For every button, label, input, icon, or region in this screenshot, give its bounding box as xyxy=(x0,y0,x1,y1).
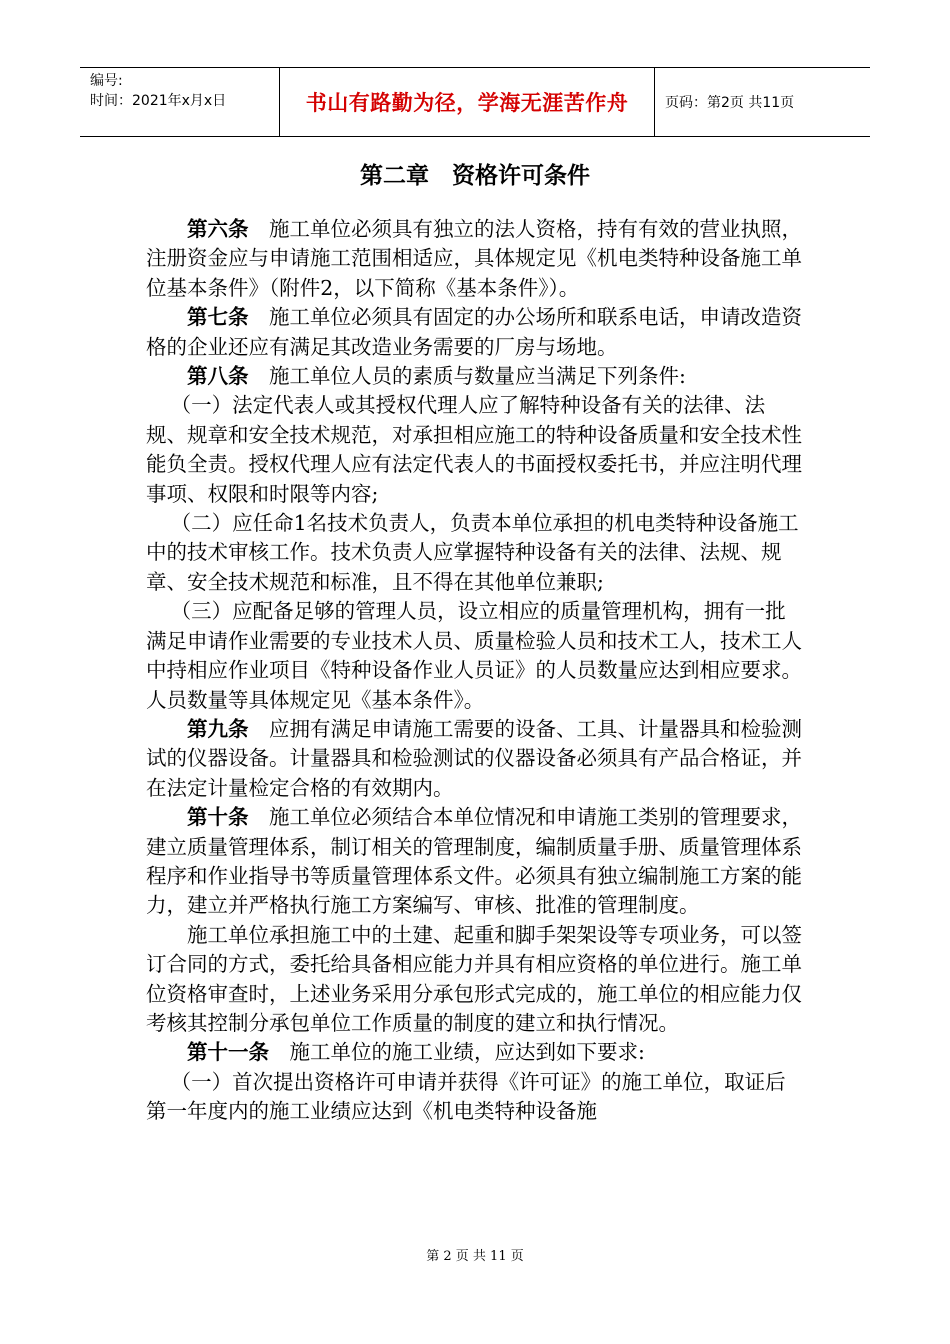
paragraph-text: 施工单位承担施工中的土建、起重和脚手架架设等专项业务，可以签订合同的方式，委托给具备相应能力并具有相应资格的单位进行。施工单位资格审查时，上述业务采用分承包形式完成的，施工单位的相应能力仅考核其控制分承包单位工作质量的制度的建立和执行情况。 xyxy=(146,922,802,1035)
header-meta xyxy=(80,68,280,136)
chapter-title: 第二章 资格许可条件 xyxy=(360,162,590,189)
article-heading: 第十一条 xyxy=(187,1040,269,1065)
item-text: （二）应任命1名技术负责人，负责本单位承担的机电类特种设备施工中的技术审核工作。技术负责人应掌握特种设备有关的法律、法规、规章、安全技术规范和标准，且不得在其他单位兼职; xyxy=(146,511,799,594)
article-text: 施工单位必须具有独立的法人资格，持有有效的营业执照，注册资金应与申请施工范围相适应，具体规定见《机电类特种设备施工单位基本条件》（附件2，以下简称《基本条件》）。 xyxy=(146,217,802,300)
header-motto: 书山有路勤为径，学海无涯苦作舟 xyxy=(305,90,629,115)
article-heading: 第六条 xyxy=(187,217,249,241)
article-text: 施工单位人员的素质与数量应当满足下列条件: xyxy=(248,364,686,389)
header-motto-cell xyxy=(280,68,655,136)
article-text: 施工单位必须结合本单位情况和申请施工类别的管理要求，建立质量管理体系，制订相关的管理制度，编制质量手册、质量管理体系程序和作业指导书等质量管理体系文件。必须具有独立编制施工方案的能力，建立并严格执行施工方案编写、审核、批准的管理制度。 xyxy=(146,805,802,918)
article-11 xyxy=(146,1038,806,1067)
article-7 xyxy=(146,303,806,362)
article-text: 应拥有满足申请施工需要的设备、工具、计量器具和检验测试的仪器设备。计量器具和检验测试的仪器设备必须具有产品合格证，并在法定计量检定合格的有效期内。 xyxy=(146,716,802,800)
article-8-item-1 xyxy=(146,391,806,509)
article-heading: 第七条 xyxy=(187,305,249,330)
header-page-info: 页码：第2页 共11页 xyxy=(665,95,795,111)
page-header xyxy=(80,67,870,137)
document-body xyxy=(146,215,806,1127)
article-heading: 第八条 xyxy=(187,364,249,389)
article-8 xyxy=(146,362,806,391)
article-10-continuation xyxy=(146,921,806,1039)
article-heading: 第十条 xyxy=(187,805,249,830)
article-6 xyxy=(146,215,806,303)
document-number-label: 编号: xyxy=(90,73,123,89)
article-8-item-2 xyxy=(146,509,806,597)
article-text: 施工单位的施工业绩，应达到如下要求: xyxy=(269,1040,645,1065)
article-heading: 第九条 xyxy=(187,716,249,741)
item-text: （一）首次提出资格许可申请并获得《许可证》的施工单位，取证后第一年度内的施工业绩应达到《机电类特种设备施 xyxy=(146,1069,786,1124)
page-footer: 第 2 页 共 11 页 xyxy=(426,1249,524,1264)
article-11-item-1 xyxy=(146,1068,806,1127)
document-time: 时间：2021年x月x日 xyxy=(90,93,227,109)
article-9 xyxy=(146,715,806,803)
item-text: （一）法定代表人或其授权代理人应了解特种设备有关的法律、法规、规章和安全技术规范，对承担相应施工的特种设备质量和安全技术性能负全责。授权代理人应有法定代表人的书面授权委托书，并应注明代理事项、权限和时限等内容; xyxy=(146,393,802,506)
article-8-item-3 xyxy=(146,597,806,715)
item-text: （三）应配备足够的管理人员，设立相应的质量管理机构，拥有一批满足申请作业需要的专业技术人员、质量检验人员和技术工人，技术工人中持相应作业项目《特种设备作业人员证》的人员数量应达到相应要求。人员数量等具体规定见《基本条件》。 xyxy=(146,599,802,712)
article-10 xyxy=(146,803,806,921)
article-text: 施工单位必须具有固定的办公场所和联系电话，申请改造资格的企业还应有满足其改造业务需要的厂房与场地。 xyxy=(146,305,802,359)
